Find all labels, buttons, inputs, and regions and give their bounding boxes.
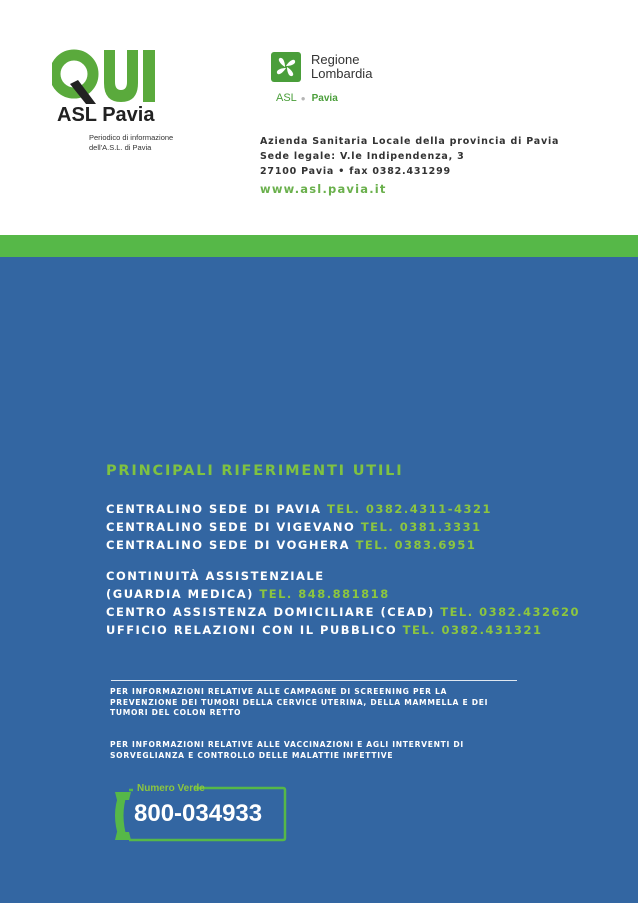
regione-lombardia-logo-icon — [271, 52, 301, 82]
regione-line: Lombardia — [311, 66, 373, 81]
info-line: PER INFORMAZIONI RELATIVE ALLE VACCINAZIONI E AGLI INTERVENTI DI — [110, 740, 464, 749]
ref-item — [106, 585, 580, 603]
ref-label: UFFICIO RELAZIONI CON IL PUBBLICO — [106, 623, 398, 637]
info-line: PER INFORMAZIONI RELATIVE ALLE CAMPAGNE DI SCREENING PER LA — [110, 687, 448, 696]
azienda-address — [260, 134, 559, 179]
regione-line: Regione — [311, 52, 360, 67]
servizi-list — [106, 567, 580, 639]
ref-tel: TEL. 0383.6951 — [355, 538, 477, 552]
azienda-line: Sede legale: V.le Indipendenza, 3 — [260, 151, 465, 162]
website-link[interactable]: www.asl.pavia.it — [260, 182, 387, 196]
ref-label: CENTRALINO SEDE DI PAVIA — [106, 502, 322, 516]
ref-label: CENTRALINO SEDE DI VIGEVANO — [106, 520, 356, 534]
ref-tel: TEL. 0382.431321 — [402, 623, 543, 637]
info-line: SORVEGLIANZA E CONTROLLO DELLE MALATTIE INFETTIVE — [110, 750, 394, 760]
asl-word: ASL — [276, 92, 297, 104]
info-line: TUMORI DEL COLON RETTO — [110, 708, 242, 717]
periodico-line: dell'A.S.L. di Pavia — [89, 143, 152, 152]
qui-logo — [52, 46, 162, 106]
azienda-line: 27100 Pavia • fax 0382.431299 — [260, 166, 451, 177]
ref-tel: TEL. 848.881818 — [259, 587, 390, 601]
ref-item — [106, 603, 580, 621]
ref-tel: TEL. 0381.3331 — [360, 520, 482, 534]
divider — [111, 680, 517, 681]
ref-item — [106, 536, 492, 554]
asl-pavia-label — [276, 92, 338, 104]
periodico-subtitle — [89, 133, 209, 153]
green-band — [0, 235, 638, 257]
ref-tel: TEL. 0382.4311-4321 — [327, 502, 493, 516]
info-line: PREVENZIONE DEI TUMORI DELLA CERVICE UTERINA, DELLA MAMMELLA E DEI — [110, 697, 489, 707]
azienda-line: Azienda Sanitaria Locale della provincia di Pavia — [260, 136, 560, 147]
asl-city: Pavia — [311, 93, 338, 104]
svg-text:QUI: QUI — [52, 46, 54, 47]
screening-info — [110, 687, 500, 719]
phone-handset-icon — [115, 794, 127, 838]
ref-label: (GUARDIA MEDICA) — [106, 587, 254, 601]
regione-lombardia-text — [311, 53, 372, 81]
publication-title: ASL Pavia — [57, 104, 155, 126]
ref-item — [106, 621, 580, 639]
ref-tel: TEL. 0382.432620 — [440, 605, 581, 619]
ref-label: CENTRO ASSISTENZA DOMICILIARE (CEAD) — [106, 605, 435, 619]
separator-dot-icon: ● — [300, 94, 306, 103]
centralini-list — [106, 500, 492, 554]
section-title: PRINCIPALI RIFERIMENTI UTILI — [106, 463, 404, 479]
numero-verde-number[interactable]: 800-034933 — [134, 800, 263, 827]
numero-verde-label: Numero Verde — [137, 783, 205, 794]
ref-item: CONTINUITÀ ASSISTENZIALE — [106, 569, 325, 583]
ref-item — [106, 518, 492, 536]
ref-item — [106, 500, 492, 518]
vaccinazioni-info — [110, 740, 500, 761]
periodico-line: Periodico di informazione — [89, 133, 174, 142]
ref-label: CENTRALINO SEDE DI VOGHERA — [106, 538, 351, 552]
